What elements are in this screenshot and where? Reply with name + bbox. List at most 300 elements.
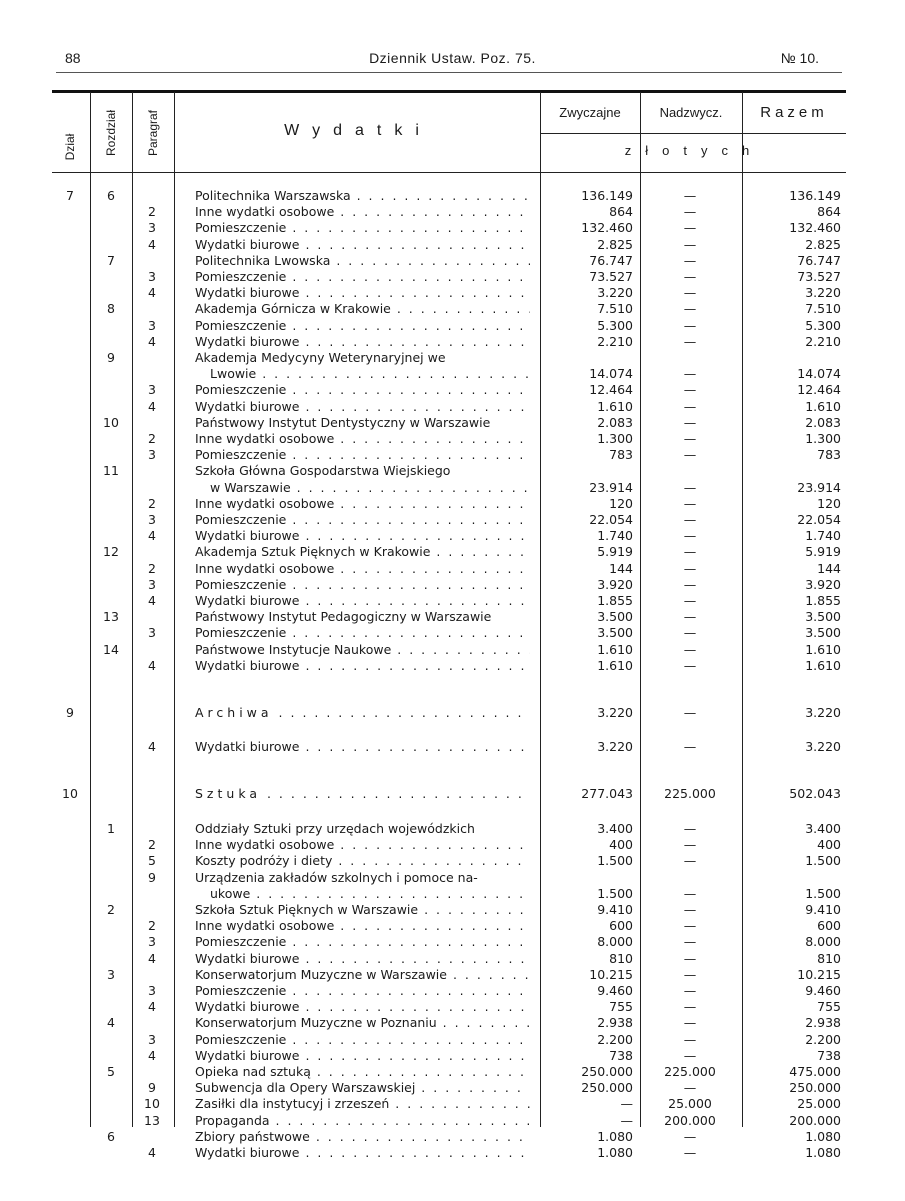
cell-razem: 1.300 xyxy=(805,431,841,446)
cell-description: Wydatki biurowe . . . xyxy=(195,528,530,544)
table-row xyxy=(0,334,905,350)
cell-paragraf: 9 xyxy=(148,1080,156,1096)
cell-nadzwyczajne: — xyxy=(683,560,697,576)
cell-zwyczajne: 1.610 xyxy=(597,398,633,414)
col-header-zlotych: złotych xyxy=(624,143,764,158)
cell-razem: 2.083 xyxy=(805,414,841,430)
table-row xyxy=(0,821,905,837)
table-row xyxy=(0,918,905,934)
cell-razem: 755 xyxy=(817,999,841,1015)
table-row xyxy=(0,366,905,382)
cell-zwyczajne: 73.527 xyxy=(589,269,633,284)
table-row xyxy=(0,431,905,447)
cell-description: Inne wydatki osobowe . . . xyxy=(195,431,530,447)
cell-paragraf: 3 xyxy=(148,317,156,333)
cell-description: Konserwatorjum Muzyczne w Warszawie . . . xyxy=(195,967,530,983)
cell-zwyczajne: 1.610 xyxy=(597,657,633,673)
cell-paragraf: 4 xyxy=(148,950,156,966)
cell-description: Akademja Górnicza w Krakowie . . . xyxy=(195,301,530,317)
cell-razem: 5.919 xyxy=(805,544,841,560)
cell-zwyczajne: 9.460 xyxy=(597,983,633,999)
cell-razem: 864 xyxy=(817,204,841,220)
cell-razem: 3.220 xyxy=(805,704,841,720)
cell-razem: 2.938 xyxy=(805,1015,841,1031)
cell-description: Wydatki biurowe . . . xyxy=(195,739,530,755)
cell-paragraf: 3 xyxy=(148,934,156,950)
cell-rozdzial: 3 xyxy=(107,966,115,982)
cell-rozdzial: 2 xyxy=(107,902,115,918)
cell-razem: 10.215 xyxy=(797,966,841,982)
table-row xyxy=(0,837,905,853)
cell-zwyczajne: 5.300 xyxy=(597,317,633,333)
header-bottom-rule xyxy=(52,172,846,173)
col-header-rozdzial: Rozdział xyxy=(104,109,118,157)
cell-razem: 7.510 xyxy=(805,301,841,317)
cell-zwyczajne: 12.464 xyxy=(589,382,633,398)
table-row xyxy=(0,951,905,967)
cell-nadzwyczajne: — xyxy=(683,983,697,999)
cell-razem: 120 xyxy=(817,495,841,511)
cell-nadzwyczajne: — xyxy=(683,431,697,446)
cell-zwyczajne: 3.220 xyxy=(597,704,633,720)
table-row xyxy=(0,415,905,431)
cell-paragraf: 4 xyxy=(148,528,156,544)
cell-rozdzial: 6 xyxy=(107,188,115,203)
cell-paragraf: 4 xyxy=(148,236,156,252)
cell-zwyczajne: 136.149 xyxy=(581,188,633,203)
cell-zwyczajne: 250.000 xyxy=(581,1064,633,1080)
cell-nadzwyczajne: — xyxy=(683,950,697,966)
cell-paragraf: 2 xyxy=(148,837,156,853)
cell-paragraf: 3 xyxy=(148,512,156,527)
cell-zwyczajne: 9.410 xyxy=(597,902,633,918)
table-row xyxy=(0,625,905,641)
cell-description: Opieka nad sztuką . . . xyxy=(195,1064,530,1080)
cell-zwyczajne: 23.914 xyxy=(589,479,633,495)
cell-razem: 3.400 xyxy=(805,821,841,837)
cell-zwyczajne: 1.500 xyxy=(597,853,633,869)
cell-paragraf: 3 xyxy=(148,983,156,999)
cell-nadzwyczajne: — xyxy=(683,1031,697,1047)
cell-zwyczajne: 5.919 xyxy=(597,544,633,560)
cell-description: Inne wydatki osobowe . . . xyxy=(195,561,530,577)
cell-description: Akademja Sztuk Pięknych w Krakowie . . . xyxy=(195,544,530,560)
cell-paragraf: 13 xyxy=(144,1112,160,1128)
cell-nadzwyczajne: — xyxy=(683,317,697,333)
cell-description: Lwowie . . . xyxy=(210,366,530,382)
cell-zwyczajne: 3.920 xyxy=(597,576,633,592)
cell-zwyczajne: 132.460 xyxy=(581,220,633,236)
table-row xyxy=(0,577,905,593)
cell-zwyczajne: 2.825 xyxy=(597,236,633,252)
cell-nadzwyczajne: — xyxy=(683,999,697,1015)
cell-razem: 810 xyxy=(817,950,841,966)
cell-nadzwyczajne: — xyxy=(683,853,697,869)
cell-description: Pomieszczenie . . . xyxy=(195,577,530,593)
table-row xyxy=(0,853,905,869)
table-row xyxy=(0,1032,905,1048)
page-number: 88 xyxy=(65,50,81,66)
cell-paragraf: 2 xyxy=(148,495,156,511)
cell-paragraf: 3 xyxy=(148,382,156,398)
table-top-rule xyxy=(52,90,846,93)
cell-razem: 1.855 xyxy=(805,593,841,608)
cell-paragraf: 4 xyxy=(148,398,156,414)
table-row xyxy=(0,886,905,902)
col-header-razem: Razem xyxy=(760,104,828,121)
cell-zwyczajne: 277.043 xyxy=(581,786,633,802)
cell-razem: 12.464 xyxy=(797,382,841,398)
cell-description: Państwowe Instytucje Naukowe . . . xyxy=(195,642,530,658)
cell-razem: 783 xyxy=(817,447,841,463)
cell-zwyczajne: 14.074 xyxy=(589,366,633,382)
cell-nadzwyczajne: 200.000 xyxy=(664,1112,716,1128)
cell-description: ukowe . . . xyxy=(210,886,530,902)
cell-nadzwyczajne: — xyxy=(683,366,697,382)
cell-razem: 250.000 xyxy=(789,1080,841,1096)
cell-nadzwyczajne: — xyxy=(683,285,697,301)
cell-razem: 3.220 xyxy=(805,285,841,301)
cell-description: Państwowy Instytut Pedagogiczny w Warszawie xyxy=(195,609,492,625)
cell-nadzwyczajne: — xyxy=(683,204,697,220)
cell-description: Wydatki biurowe . . . xyxy=(195,658,530,674)
cell-rozdzial: 11 xyxy=(103,463,119,479)
cell-description: Inne wydatki osobowe . . . xyxy=(195,204,530,220)
cell-description: Szkoła Sztuk Pięknych w Warszawie . . . xyxy=(195,902,530,918)
cell-paragraf: 3 xyxy=(148,576,156,592)
cell-description: Politechnika Lwowska . . . xyxy=(195,253,530,269)
cell-paragraf: 2 xyxy=(148,431,156,446)
cell-description: Pomieszczenie . . . xyxy=(195,625,530,641)
col-header-paragraf: Paragraf xyxy=(146,109,160,157)
cell-zwyczajne: 3.500 xyxy=(597,609,633,625)
table-row xyxy=(0,1113,905,1129)
cell-razem: 23.914 xyxy=(797,479,841,495)
cell-nadzwyczajne: — xyxy=(683,837,697,853)
cell-paragraf: 3 xyxy=(148,220,156,236)
cell-nadzwyczajne: — xyxy=(683,1047,697,1063)
cell-razem: 475.000 xyxy=(789,1064,841,1080)
col-header-nadzwyczajne: Nadzwycz. xyxy=(659,105,723,120)
cell-description: Państwowy Instytut Dentystyczny w Warszawie xyxy=(195,414,491,430)
cell-description: Wydatki biurowe . . . xyxy=(195,1048,530,1064)
issue-number: № 10. xyxy=(780,50,819,66)
cell-nadzwyczajne: — xyxy=(683,382,697,398)
cell-rozdzial: 8 xyxy=(107,301,115,317)
cell-nadzwyczajne: — xyxy=(683,593,697,608)
cell-paragraf: 10 xyxy=(144,1096,160,1112)
cell-paragraf: 4 xyxy=(148,1047,156,1063)
cell-paragraf: 3 xyxy=(148,1031,156,1047)
cell-zwyczajne: 76.747 xyxy=(589,252,633,268)
cell-rozdzial: 13 xyxy=(103,609,119,625)
cell-zwyczajne: 2.210 xyxy=(597,333,633,349)
cell-zwyczajne: 120 xyxy=(609,495,633,511)
table-row xyxy=(0,983,905,999)
cell-zwyczajne: 1.300 xyxy=(597,431,633,446)
cell-nadzwyczajne: — xyxy=(683,966,697,982)
cell-zwyczajne: 755 xyxy=(609,999,633,1015)
cell-razem: 9.460 xyxy=(805,983,841,999)
cell-razem: 25.000 xyxy=(797,1096,841,1112)
cell-paragraf: 4 xyxy=(148,999,156,1015)
table-row xyxy=(0,870,905,886)
cell-nadzwyczajne: — xyxy=(683,512,697,527)
cell-nadzwyczajne: — xyxy=(683,918,697,934)
cell-nadzwyczajne: — xyxy=(683,1145,697,1161)
table-row xyxy=(0,561,905,577)
cell-rozdzial: 7 xyxy=(107,252,115,268)
cell-description: Inne wydatki osobowe . . . xyxy=(195,918,530,934)
cell-description: Zbiory państwowe . . . xyxy=(195,1129,530,1145)
cell-description: Subwencja dla Opery Warszawskiej . . . xyxy=(195,1080,530,1096)
cell-nadzwyczajne: 25.000 xyxy=(668,1096,712,1112)
cell-razem: 600 xyxy=(817,918,841,934)
cell-nadzwyczajne: — xyxy=(683,625,697,641)
cell-zwyczajne: 2.083 xyxy=(597,414,633,430)
cell-razem: 200.000 xyxy=(789,1112,841,1128)
cell-description: Politechnika Warszawska . . . xyxy=(195,188,530,204)
cell-zwyczajne: 3.220 xyxy=(597,739,633,755)
cell-description: Wydatki biurowe . . . xyxy=(195,237,530,253)
cell-nadzwyczajne: 225.000 xyxy=(664,1064,716,1080)
cell-rozdzial: 12 xyxy=(103,544,119,560)
cell-nadzwyczajne: — xyxy=(683,528,697,544)
cell-dzial: 7 xyxy=(66,188,74,203)
table-row xyxy=(0,447,905,463)
cell-nadzwyczajne: — xyxy=(683,934,697,950)
cell-razem: 738 xyxy=(817,1047,841,1063)
cell-razem: 1.500 xyxy=(805,885,841,901)
cell-zwyczajne: 3.400 xyxy=(597,821,633,837)
cell-razem: 3.220 xyxy=(805,739,841,755)
cell-nadzwyczajne: — xyxy=(683,739,697,755)
cell-razem: 144 xyxy=(817,560,841,576)
cell-nadzwyczajne: — xyxy=(683,333,697,349)
page-header xyxy=(0,50,905,70)
cell-description: Wydatki biurowe . . . xyxy=(195,999,530,1015)
cell-rozdzial: 4 xyxy=(107,1015,115,1031)
cell-description: Pomieszczenie . . . xyxy=(195,934,530,950)
cell-razem: 1.080 xyxy=(805,1145,841,1161)
cell-nadzwyczajne: 225.000 xyxy=(664,786,716,802)
cell-zwyczajne: 22.054 xyxy=(589,512,633,527)
cell-razem: 1.610 xyxy=(805,641,841,657)
cell-description: Wydatki biurowe . . . xyxy=(195,285,530,301)
cell-nadzwyczajne: — xyxy=(683,479,697,495)
table-row xyxy=(0,496,905,512)
cell-paragraf: 4 xyxy=(148,593,156,608)
cell-description: Pomieszczenie . . . xyxy=(195,318,530,334)
table-row xyxy=(0,528,905,544)
cell-zwyczajne: 2.200 xyxy=(597,1031,633,1047)
table-row xyxy=(0,188,905,204)
cell-nadzwyczajne: — xyxy=(683,398,697,414)
table-row xyxy=(0,967,905,983)
cell-zwyczajne: 144 xyxy=(609,560,633,576)
cell-nadzwyczajne: — xyxy=(683,641,697,657)
cell-razem: 22.054 xyxy=(797,512,841,527)
cell-nadzwyczajne: — xyxy=(683,236,697,252)
table-row xyxy=(0,658,905,674)
header-inner-rule xyxy=(540,133,846,134)
table-row xyxy=(0,1064,905,1080)
cell-zwyczajne: 2.938 xyxy=(597,1015,633,1031)
cell-paragraf: 9 xyxy=(148,869,156,885)
table-row xyxy=(0,1080,905,1096)
cell-description: Wydatki biurowe . . . xyxy=(195,1145,530,1161)
cell-zwyczajne: — xyxy=(620,1096,633,1112)
cell-description: Pomieszczenie . . . xyxy=(195,512,530,528)
table-row xyxy=(0,204,905,220)
cell-dzial: 9 xyxy=(66,704,74,720)
cell-zwyczajne: 783 xyxy=(609,447,633,463)
cell-description: Pomieszczenie . . . xyxy=(195,220,530,236)
cell-description: Inne wydatki osobowe . . . xyxy=(195,496,530,512)
cell-paragraf: 3 xyxy=(148,447,156,463)
cell-description: Oddziały Sztuki przy urzędach wojewódzkich xyxy=(195,821,475,837)
cell-description: Zasiłki dla instytucyj i zrzeszeń . . . xyxy=(195,1096,530,1112)
cell-description: Inne wydatki osobowe . . . xyxy=(195,837,530,853)
cell-zwyczajne: 1.080 xyxy=(597,1145,633,1161)
cell-description: Pomieszczenie . . . xyxy=(195,269,530,285)
table-row xyxy=(0,902,905,918)
cell-paragraf: 4 xyxy=(148,333,156,349)
col-header-zwyczajne: Zwyczajne xyxy=(559,105,621,120)
cell-paragraf: 2 xyxy=(148,918,156,934)
table-row xyxy=(0,609,905,625)
cell-rozdzial: 1 xyxy=(107,821,115,837)
table-row xyxy=(0,512,905,528)
cell-description: Wydatki biurowe . . . xyxy=(195,951,530,967)
col-header-dzial: Dział xyxy=(63,133,77,161)
table-row xyxy=(0,739,905,755)
table-row xyxy=(0,285,905,301)
cell-description: Urządzenia zakładów szkolnych i pomoce na- xyxy=(195,869,478,885)
table-row xyxy=(0,593,905,609)
cell-razem: 3.920 xyxy=(805,576,841,592)
cell-razem: 136.149 xyxy=(789,188,841,203)
cell-nadzwyczajne: — xyxy=(683,657,697,673)
cell-zwyczajne: 738 xyxy=(609,1047,633,1063)
table-row xyxy=(0,1129,905,1145)
cell-zwyczajne: 1.610 xyxy=(597,641,633,657)
cell-zwyczajne: 1.080 xyxy=(597,1128,633,1144)
cell-nadzwyczajne: — xyxy=(683,252,697,268)
cell-razem: 2.825 xyxy=(805,236,841,252)
cell-dzial: 10 xyxy=(62,786,78,802)
table-row xyxy=(0,253,905,269)
cell-nadzwyczajne: — xyxy=(683,609,697,625)
cell-nadzwyczajne: — xyxy=(683,902,697,918)
cell-zwyczajne: 7.510 xyxy=(597,301,633,317)
cell-razem: 2.210 xyxy=(805,333,841,349)
cell-description: Pomieszczenie . . . xyxy=(195,447,530,463)
cell-nadzwyczajne: — xyxy=(683,269,697,284)
cell-description: Sztuka . . . xyxy=(195,786,530,802)
cell-nadzwyczajne: — xyxy=(683,1080,697,1096)
cell-description: Koszty podróży i diety . . . xyxy=(195,853,530,869)
cell-nadzwyczajne: — xyxy=(683,220,697,236)
table-row xyxy=(0,1145,905,1161)
cell-paragraf: 4 xyxy=(148,657,156,673)
cell-rozdzial: 9 xyxy=(107,350,115,365)
cell-paragraf: 3 xyxy=(148,625,156,641)
cell-description: w Warszawie . . . xyxy=(210,480,530,496)
table-row xyxy=(0,1096,905,1112)
cell-zwyczajne: 3.500 xyxy=(597,625,633,641)
table-row xyxy=(0,318,905,334)
cell-rozdzial: 10 xyxy=(103,414,119,430)
cell-paragraf: 4 xyxy=(148,1145,156,1161)
table-row xyxy=(0,301,905,317)
cell-razem: 1.500 xyxy=(805,853,841,869)
cell-description: Akademja Medycyny Weterynaryjnej we xyxy=(195,350,446,365)
cell-description: Pomieszczenie . . . xyxy=(195,1032,530,1048)
cell-razem: 3.500 xyxy=(805,609,841,625)
cell-description: Wydatki biurowe . . . xyxy=(195,593,530,609)
cell-paragraf: 5 xyxy=(148,853,156,869)
cell-rozdzial: 14 xyxy=(103,641,119,657)
cell-nadzwyczajne: — xyxy=(683,821,697,837)
table-row xyxy=(0,269,905,285)
cell-rozdzial: 6 xyxy=(107,1128,115,1144)
cell-paragraf: 2 xyxy=(148,560,156,576)
cell-razem: 2.200 xyxy=(805,1031,841,1047)
cell-paragraf: 3 xyxy=(148,269,156,284)
cell-razem: 8.000 xyxy=(805,934,841,950)
cell-description: Wydatki biurowe . . . xyxy=(195,399,530,415)
cell-razem: 1.740 xyxy=(805,528,841,544)
table-row xyxy=(0,642,905,658)
cell-nadzwyczajne: — xyxy=(683,301,697,317)
cell-nadzwyczajne: — xyxy=(683,495,697,511)
cell-razem: 76.747 xyxy=(797,252,841,268)
table-row xyxy=(0,399,905,415)
cell-nadzwyczajne: — xyxy=(683,885,697,901)
cell-razem: 1.610 xyxy=(805,657,841,673)
cell-paragraf: 4 xyxy=(148,739,156,755)
cell-paragraf: 2 xyxy=(148,204,156,220)
cell-razem: 1.610 xyxy=(805,398,841,414)
table-row xyxy=(0,350,905,366)
cell-zwyczajne: 10.215 xyxy=(589,966,633,982)
cell-zwyczajne: — xyxy=(620,1112,633,1128)
cell-razem: 502.043 xyxy=(789,786,841,802)
cell-razem: 9.410 xyxy=(805,902,841,918)
table-row xyxy=(0,1015,905,1031)
cell-description: Pomieszczenie . . . xyxy=(195,983,530,999)
cell-zwyczajne: 1.855 xyxy=(597,593,633,608)
cell-razem: 73.527 xyxy=(797,269,841,284)
cell-razem: 3.500 xyxy=(805,625,841,641)
table-row xyxy=(0,237,905,253)
journal-title: Dziennik Ustaw. Poz. 75. xyxy=(369,50,536,66)
cell-nadzwyczajne: — xyxy=(683,1015,697,1031)
cell-razem: 132.460 xyxy=(789,220,841,236)
cell-zwyczajne: 1.500 xyxy=(597,885,633,901)
cell-zwyczajne: 250.000 xyxy=(581,1080,633,1096)
cell-razem: 400 xyxy=(817,837,841,853)
cell-paragraf: 4 xyxy=(148,285,156,301)
cell-nadzwyczajne: — xyxy=(683,188,697,203)
cell-description: Archiwa . . . xyxy=(195,705,530,721)
table-row xyxy=(0,463,905,479)
cell-zwyczajne: 864 xyxy=(609,204,633,220)
table-row xyxy=(0,786,905,802)
cell-rozdzial: 5 xyxy=(107,1064,115,1080)
table-row xyxy=(0,480,905,496)
